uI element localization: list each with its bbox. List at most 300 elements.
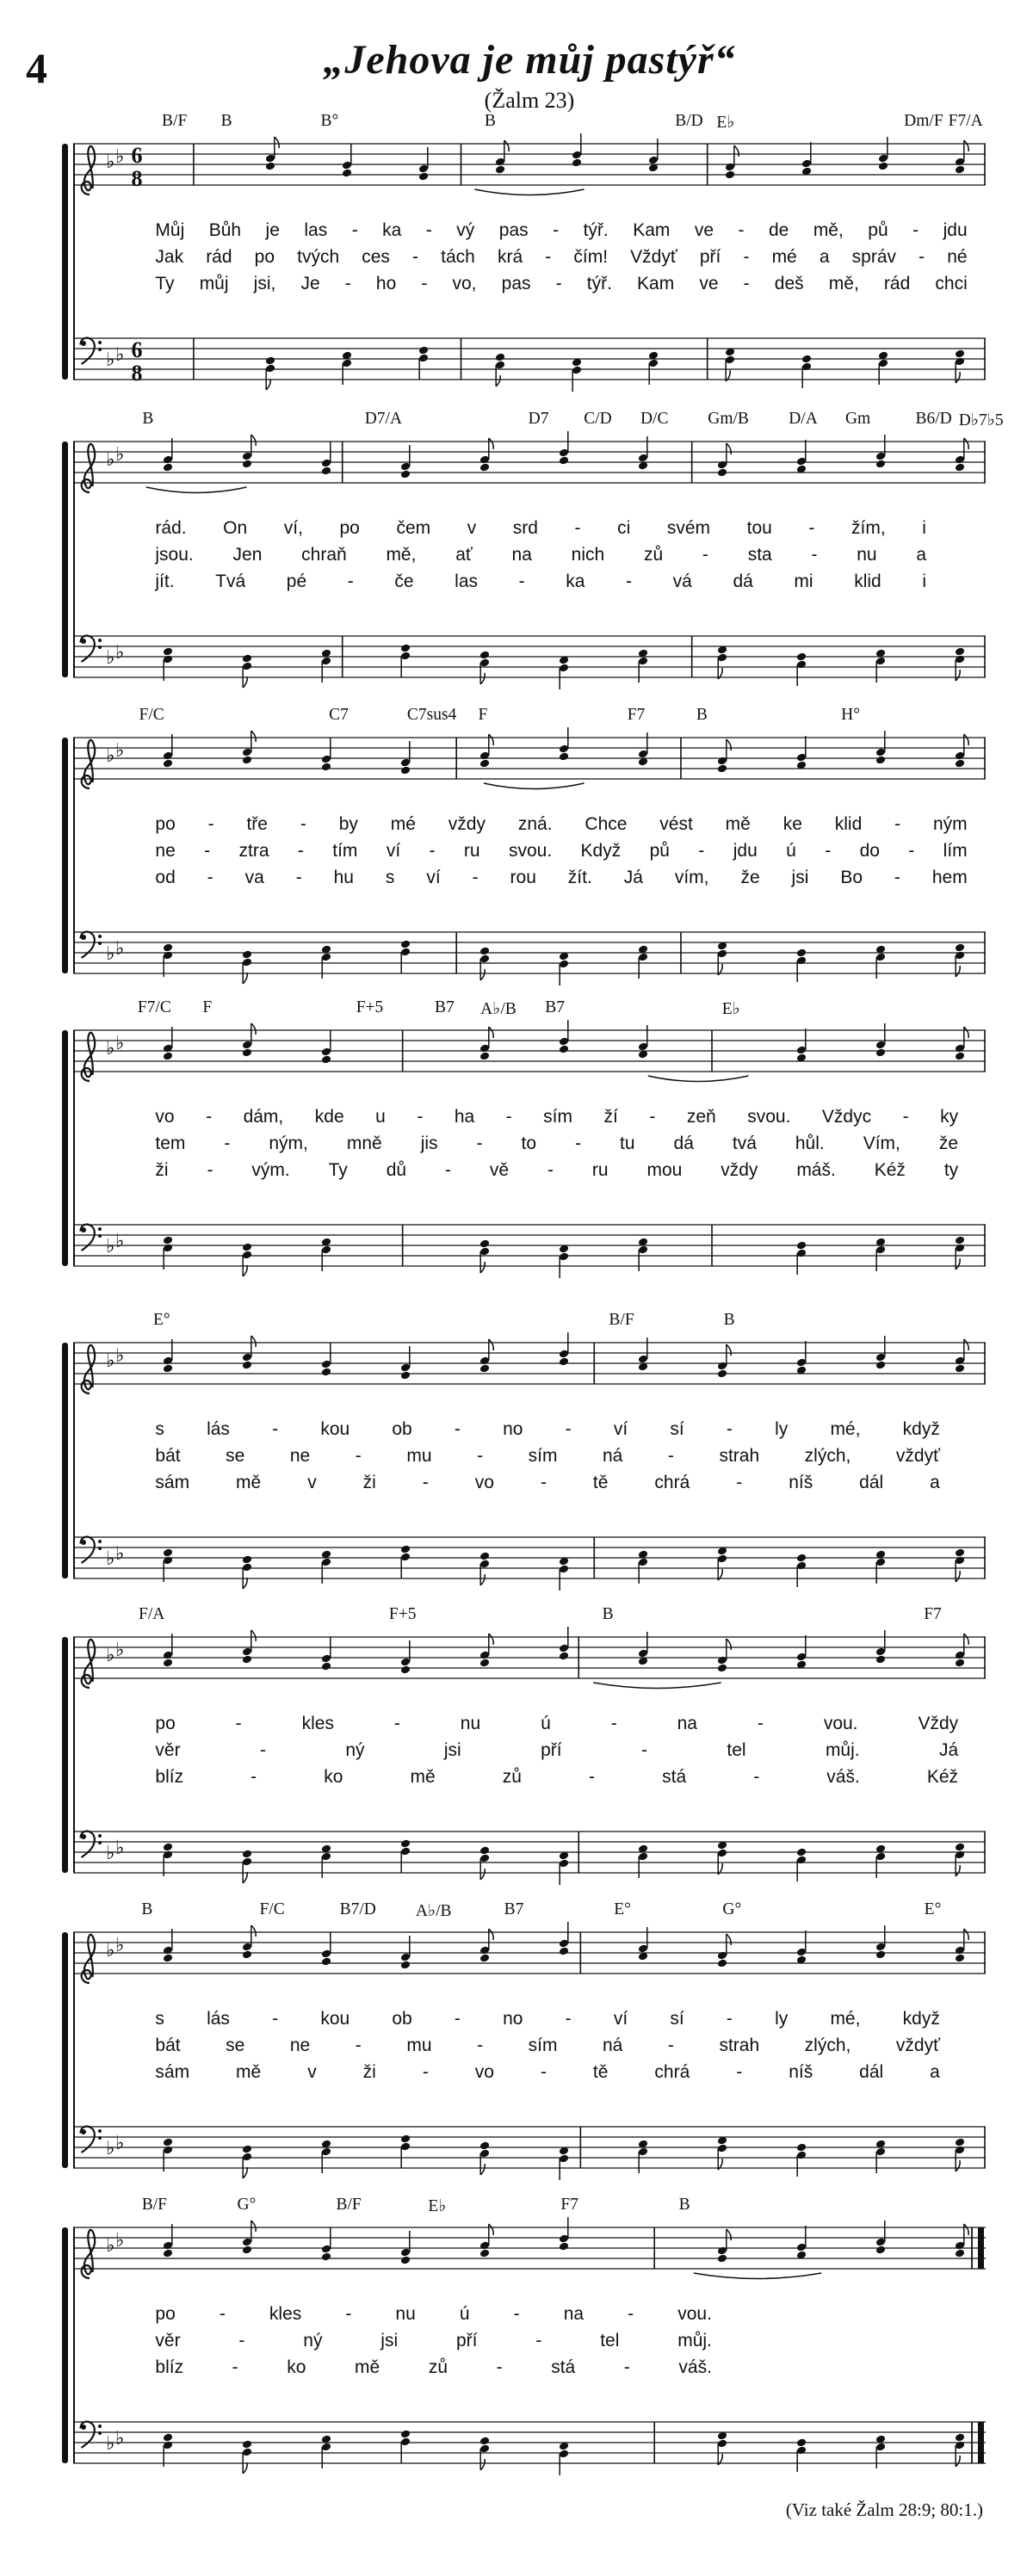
bass-staff bbox=[73, 630, 986, 690]
note-icon bbox=[163, 647, 173, 681]
lyric-syllable: kou bbox=[320, 2009, 350, 2029]
chord-label: B6/D bbox=[915, 410, 952, 428]
lyric-syllable: zlých, bbox=[804, 2035, 851, 2055]
lyric-syllable: ne bbox=[289, 2035, 311, 2055]
chord-row bbox=[73, 1605, 986, 1626]
lyric-syllable: tu bbox=[620, 1134, 635, 1153]
flat-icon: ♭ bbox=[115, 344, 125, 366]
lyric-syllable: kles bbox=[269, 2304, 302, 2324]
lyric-line bbox=[155, 1107, 958, 1134]
lyric-syllable: po bbox=[155, 814, 176, 834]
lyric-line bbox=[155, 1446, 940, 1473]
note-icon bbox=[163, 1236, 173, 1269]
note-icon bbox=[163, 734, 173, 768]
flat-icon: ♭ bbox=[106, 1548, 115, 1570]
treble-staff bbox=[73, 732, 986, 792]
note-icon bbox=[955, 647, 965, 681]
lyric-syllable: blíz bbox=[155, 2357, 184, 2377]
lyric-syllable: vým. bbox=[251, 1160, 290, 1180]
note-icon bbox=[163, 1843, 173, 1876]
lyric-syllable: Vždyť bbox=[630, 247, 677, 267]
tie-arc bbox=[694, 2273, 821, 2279]
syllable-hyphen: - bbox=[726, 2009, 733, 2029]
lyric-syllable: ú bbox=[541, 1714, 551, 1733]
bass-staff bbox=[73, 926, 986, 986]
lyric-syllable: můj. bbox=[825, 1740, 860, 1760]
lyric-syllable: jsi, bbox=[253, 274, 276, 293]
lyric-syllable: nu bbox=[395, 2304, 416, 2324]
note-icon bbox=[559, 1332, 569, 1366]
lyric-line bbox=[155, 1767, 958, 1794]
lyric-syllable: mu bbox=[406, 1446, 432, 1466]
note-icon bbox=[559, 1020, 569, 1053]
lyric-syllable: ví bbox=[613, 2009, 628, 2029]
lyric-syllable: váš. bbox=[826, 1767, 860, 1787]
treble-staff bbox=[73, 1024, 986, 1084]
lyrics-block bbox=[73, 2009, 986, 2091]
lyric-syllable: las bbox=[304, 220, 328, 240]
flat-icon: ♭ bbox=[115, 1640, 125, 1661]
note-icon bbox=[242, 1850, 252, 1883]
lyric-syllable: mě bbox=[725, 814, 751, 834]
syllable-hyphen: - bbox=[345, 2304, 352, 2324]
lyric-syllable: ka bbox=[566, 571, 585, 591]
chord-label: C7 bbox=[329, 706, 349, 724]
lyric-line bbox=[155, 2009, 940, 2035]
chord-label: B bbox=[602, 1605, 614, 1623]
lyric-line bbox=[155, 2357, 712, 2384]
lyric-syllable: vou. bbox=[823, 1714, 858, 1733]
lyric-line bbox=[155, 247, 967, 274]
syllable-hyphen: - bbox=[545, 247, 552, 267]
lyric-syllable: klid bbox=[854, 571, 881, 591]
syllable-hyphen: - bbox=[297, 841, 304, 861]
lyric-syllable: na bbox=[563, 2304, 585, 2324]
lyric-syllable: rád bbox=[206, 247, 232, 267]
chord-label: C/D bbox=[584, 410, 612, 428]
music-system bbox=[73, 2196, 986, 2480]
bass-clef-icon bbox=[81, 1537, 102, 1563]
lyric-syllable: chrá bbox=[654, 2062, 690, 2082]
time-signature-upper: 6 bbox=[131, 337, 143, 362]
note-icon bbox=[400, 2430, 411, 2463]
music-system bbox=[73, 1900, 986, 2184]
note-icon bbox=[955, 1843, 965, 1876]
lyric-syllable: deš bbox=[774, 274, 804, 293]
lyric-syllable: dám, bbox=[243, 1107, 284, 1127]
note-icon bbox=[796, 1341, 807, 1374]
lyric-syllable: ztra bbox=[238, 841, 269, 861]
lyric-syllable: tem bbox=[155, 1134, 186, 1153]
lyric-syllable: můj bbox=[199, 274, 229, 293]
music-system bbox=[73, 706, 986, 990]
flat-icon: ♭ bbox=[115, 642, 125, 664]
flat-icon: ♭ bbox=[115, 2133, 125, 2154]
lyric-syllable: Já bbox=[939, 1740, 959, 1760]
syllable-hyphen: - bbox=[505, 1107, 512, 1127]
flat-icon: ♭ bbox=[106, 1038, 115, 1059]
lyric-line bbox=[155, 571, 926, 598]
syllable-hyphen: - bbox=[574, 518, 581, 538]
lyric-syllable: strah bbox=[719, 2035, 760, 2055]
treble-staff bbox=[73, 1631, 986, 1691]
lyric-syllable: sí bbox=[670, 1419, 684, 1439]
chord-label: B7 bbox=[504, 1900, 524, 1918]
music-system bbox=[73, 1605, 986, 1889]
note-icon bbox=[242, 2145, 252, 2178]
note-icon bbox=[495, 140, 509, 174]
music-system bbox=[73, 410, 1004, 694]
lyric-syllable: ve bbox=[694, 220, 714, 240]
lyric-syllable: ob bbox=[392, 2009, 412, 2029]
note-icon bbox=[717, 646, 727, 679]
syllable-hyphen: - bbox=[649, 1107, 656, 1127]
flat-icon: ♭ bbox=[106, 745, 115, 767]
syllable-hyphen: - bbox=[811, 545, 818, 565]
note-icon bbox=[400, 940, 411, 973]
syllable-hyphen: - bbox=[444, 1160, 451, 1180]
lyric-syllable: chci bbox=[935, 274, 968, 293]
lyric-syllable: vo bbox=[155, 1107, 175, 1127]
note-icon bbox=[559, 2217, 569, 2251]
syllable-hyphen: - bbox=[454, 1419, 461, 1439]
note-icon bbox=[796, 1241, 807, 1275]
lyric-line bbox=[155, 1134, 958, 1160]
lyric-line bbox=[155, 1160, 958, 1187]
note-icon bbox=[321, 1030, 331, 1064]
note-icon bbox=[717, 2136, 727, 2170]
flat-icon: ♭ bbox=[115, 1033, 125, 1054]
note-icon bbox=[479, 1929, 493, 1962]
lyric-syllable: Kam bbox=[633, 220, 671, 240]
lyric-syllable: sta bbox=[747, 545, 772, 565]
lyrics-block bbox=[73, 1419, 986, 1502]
lyric-syllable: tel bbox=[600, 2331, 620, 2351]
note-icon bbox=[955, 2433, 965, 2467]
note-icon bbox=[242, 2440, 252, 2474]
bass-staff bbox=[73, 332, 986, 392]
note-icon bbox=[796, 440, 807, 473]
note-icon bbox=[163, 2138, 173, 2171]
chord-label: B7 bbox=[435, 998, 455, 1016]
lyric-syllable: mou bbox=[646, 1160, 683, 1180]
syllable-hyphen: - bbox=[698, 841, 705, 861]
lyric-syllable: ru bbox=[591, 1160, 609, 1180]
chord-label: B bbox=[220, 112, 232, 130]
lyric-syllable: On bbox=[223, 518, 248, 538]
lyric-syllable: lím bbox=[943, 841, 968, 861]
note-icon bbox=[163, 2224, 173, 2258]
lyric-syllable: ví bbox=[613, 1419, 628, 1439]
lyric-syllable: zlých, bbox=[804, 1446, 851, 1466]
lyric-syllable: vo, bbox=[452, 274, 477, 293]
lyric-syllable: ži bbox=[362, 1473, 376, 1492]
lyric-syllable: ný bbox=[303, 2331, 323, 2351]
lyric-syllable: tách bbox=[441, 247, 475, 267]
lyric-syllable: las bbox=[455, 571, 479, 591]
syllable-hyphen: - bbox=[667, 1446, 674, 1466]
lyric-syllable: hůl. bbox=[795, 1134, 825, 1153]
chord-label: B/F bbox=[141, 2196, 167, 2214]
note-icon bbox=[242, 1555, 252, 1589]
lyric-syllable: máš. bbox=[796, 1160, 836, 1180]
note-icon bbox=[559, 656, 569, 689]
lyric-syllable: Bůh bbox=[208, 220, 242, 240]
lyric-syllable: by bbox=[338, 814, 358, 834]
lyrics-block bbox=[73, 1714, 986, 1796]
tie-arc bbox=[648, 1076, 749, 1082]
lyric-syllable: sím bbox=[543, 1107, 572, 1127]
lyric-line bbox=[155, 1740, 958, 1767]
lyric-line bbox=[155, 1714, 958, 1740]
note-icon bbox=[955, 1548, 965, 1582]
syllable-hyphen: - bbox=[351, 220, 358, 240]
note-icon bbox=[559, 1851, 569, 1885]
syllable-hyphen: - bbox=[232, 2357, 238, 2377]
lyric-syllable: mě bbox=[355, 2357, 380, 2377]
syllable-hyphen: - bbox=[477, 2035, 484, 2055]
lyric-line bbox=[155, 814, 967, 841]
chord-label: C7sus4 bbox=[406, 706, 457, 724]
treble-clef-icon bbox=[82, 1640, 96, 1688]
lyric-syllable: níš bbox=[789, 2062, 813, 2082]
syllable-hyphen: - bbox=[235, 1714, 242, 1733]
chord-label: B bbox=[696, 706, 708, 724]
syllable-hyphen: - bbox=[207, 1160, 213, 1180]
flat-icon: ♭ bbox=[106, 943, 115, 965]
chord-label: D/A bbox=[789, 410, 818, 428]
flat-icon: ♭ bbox=[115, 1345, 125, 1367]
syllable-hyphen: - bbox=[702, 545, 708, 565]
final-barline-thick bbox=[978, 2422, 984, 2463]
syllable-hyphen: - bbox=[623, 2357, 630, 2377]
note-icon bbox=[559, 2442, 569, 2475]
lyric-syllable: hem bbox=[931, 868, 968, 887]
lyric-syllable: vou. bbox=[677, 2304, 712, 2324]
lyric-syllable: mé, bbox=[830, 2009, 861, 2029]
lyric-syllable: mě, bbox=[828, 274, 859, 293]
note-icon bbox=[559, 1245, 569, 1278]
lyrics-block bbox=[73, 814, 986, 897]
lyric-syllable: v bbox=[467, 518, 477, 538]
chord-label: B bbox=[142, 410, 154, 428]
lyric-syllable: rád. bbox=[155, 518, 187, 538]
treble-staff bbox=[73, 436, 986, 496]
lyric-syllable: Když bbox=[580, 841, 622, 861]
note-icon bbox=[717, 1841, 727, 1875]
syllable-hyphen: - bbox=[555, 274, 562, 293]
lyric-line bbox=[155, 2062, 940, 2089]
lyric-syllable: né bbox=[947, 247, 968, 267]
system-bracket bbox=[62, 1932, 68, 2168]
lyric-syllable: kles bbox=[301, 1714, 334, 1733]
lyric-syllable: ko bbox=[324, 1767, 343, 1787]
song-title: „Jehova je můj pastýř“ bbox=[323, 37, 736, 83]
lyric-syllable: mě, bbox=[386, 545, 417, 565]
note-icon bbox=[796, 1930, 807, 1964]
syllable-hyphen: - bbox=[628, 2304, 634, 2324]
lyric-syllable: sím bbox=[528, 1446, 558, 1466]
lyric-syllable: Vždyc bbox=[821, 1107, 872, 1127]
lyric-syllable: Ty bbox=[155, 274, 175, 293]
lyric-syllable: vo bbox=[474, 2062, 494, 2082]
syllable-hyphen: - bbox=[589, 1767, 596, 1787]
bass-clef-icon bbox=[81, 2422, 102, 2448]
syllable-hyphen: - bbox=[753, 1767, 760, 1787]
lyric-syllable: je bbox=[265, 220, 280, 240]
lyric-syllable: zů bbox=[643, 545, 664, 565]
note-icon bbox=[717, 942, 727, 975]
note-icon bbox=[955, 1339, 968, 1373]
lyric-syllable: krá bbox=[497, 247, 523, 267]
chord-row bbox=[73, 998, 986, 1019]
note-icon bbox=[572, 358, 582, 392]
lyric-syllable: mě, bbox=[813, 220, 844, 240]
syllable-hyphen: - bbox=[912, 220, 919, 240]
lyric-line bbox=[155, 274, 967, 300]
lyric-syllable: če bbox=[394, 571, 414, 591]
lyric-syllable: ží bbox=[603, 1107, 618, 1127]
syllable-hyphen: - bbox=[626, 571, 633, 591]
syllable-hyphen: - bbox=[610, 1714, 617, 1733]
lyric-line bbox=[155, 220, 967, 247]
lyric-syllable: ná bbox=[602, 2035, 623, 2055]
lyric-syllable: ú bbox=[786, 841, 796, 861]
syllable-hyphen: - bbox=[575, 1134, 582, 1153]
flat-icon: ♭ bbox=[115, 2428, 125, 2449]
lyric-line bbox=[155, 2331, 712, 2357]
chord-row bbox=[73, 2196, 986, 2216]
syllable-hyphen: - bbox=[206, 1107, 213, 1127]
syllable-hyphen: - bbox=[355, 2035, 362, 2055]
lyric-syllable: ru bbox=[463, 841, 480, 861]
syllable-hyphen: - bbox=[535, 2331, 542, 2351]
lyric-syllable: Vím, bbox=[863, 1134, 900, 1153]
lyric-syllable: nu bbox=[460, 1714, 481, 1733]
lyric-syllable: v bbox=[307, 2062, 317, 2082]
lyric-syllable: a bbox=[819, 247, 830, 267]
lyric-syllable: svém bbox=[666, 518, 711, 538]
lyric-syllable: mé bbox=[771, 247, 797, 267]
lyric-syllable: u bbox=[375, 1107, 386, 1127]
tie-arc bbox=[593, 1683, 721, 1689]
lyric-syllable: čem bbox=[396, 518, 431, 538]
lyric-syllable: sím bbox=[528, 2035, 558, 2055]
lyric-syllable: rou bbox=[510, 868, 536, 887]
flat-icon: ♭ bbox=[106, 1236, 115, 1257]
lyric-syllable: jsou. bbox=[155, 545, 194, 565]
lyric-syllable: mi bbox=[794, 571, 813, 591]
lyric-syllable: jdu bbox=[943, 220, 968, 240]
flat-icon: ♭ bbox=[115, 1935, 125, 1956]
lyric-syllable: hu bbox=[333, 868, 354, 887]
lyric-syllable: ke bbox=[782, 814, 802, 834]
syllable-hyphen: - bbox=[736, 2062, 743, 2082]
syllable-hyphen: - bbox=[207, 814, 214, 834]
syllable-hyphen: - bbox=[355, 1446, 362, 1466]
note-icon bbox=[321, 738, 331, 771]
syllable-hyphen: - bbox=[894, 868, 900, 887]
bass-clef-icon bbox=[81, 338, 102, 364]
lyric-syllable: ty bbox=[943, 1160, 959, 1180]
lyric-syllable: ví bbox=[426, 868, 441, 887]
note-icon bbox=[559, 431, 569, 465]
lyric-syllable: ži bbox=[362, 2062, 376, 2082]
flat-icon: ♭ bbox=[115, 444, 125, 466]
lyric-syllable: po bbox=[339, 518, 360, 538]
lyric-syllable: Můj bbox=[155, 220, 185, 240]
lyric-syllable: s bbox=[155, 2009, 164, 2029]
lyric-syllable: a bbox=[916, 545, 927, 565]
note-icon bbox=[717, 2431, 727, 2465]
chord-label: F7 bbox=[627, 706, 646, 724]
lyric-syllable: sám bbox=[155, 1473, 190, 1492]
syllable-hyphen: - bbox=[251, 1767, 257, 1787]
flat-icon: ♭ bbox=[106, 1940, 115, 1961]
lyric-syllable: mé bbox=[390, 814, 416, 834]
bass-clef-icon bbox=[81, 636, 102, 662]
syllable-hyphen: - bbox=[421, 274, 428, 293]
lyric-syllable: tou bbox=[746, 518, 772, 538]
syllable-hyphen: - bbox=[540, 2062, 547, 2082]
lyric-line bbox=[155, 868, 967, 894]
note-icon bbox=[796, 948, 807, 982]
lyric-syllable: zů bbox=[502, 1767, 522, 1787]
lyric-syllable: tvých bbox=[297, 247, 340, 267]
lyric-syllable: vě bbox=[489, 1160, 510, 1180]
flat-icon: ♭ bbox=[106, 1645, 115, 1666]
lyric-syllable: dá bbox=[733, 571, 753, 591]
note-icon bbox=[955, 943, 965, 977]
syllable-hyphen: - bbox=[477, 1446, 484, 1466]
chord-label: B7 bbox=[545, 998, 566, 1016]
lyric-syllable: tře bbox=[246, 814, 268, 834]
chord-label: Gm/B bbox=[708, 410, 749, 428]
lyric-syllable: ži bbox=[155, 1160, 169, 1180]
music-system bbox=[73, 112, 986, 396]
note-icon bbox=[321, 1637, 331, 1671]
note-icon bbox=[801, 142, 812, 176]
note-icon bbox=[479, 734, 493, 768]
lyric-syllable: pů bbox=[868, 220, 888, 240]
note-icon bbox=[796, 1635, 807, 1669]
lyric-syllable: dál bbox=[859, 1473, 884, 1492]
lyric-syllable: nich bbox=[571, 545, 605, 565]
flat-icon: ♭ bbox=[106, 449, 115, 471]
lyric-syllable: stá bbox=[662, 1767, 687, 1787]
lyric-syllable: na bbox=[511, 545, 532, 565]
flat-icon: ♭ bbox=[106, 2235, 115, 2257]
treble-staff bbox=[73, 2221, 986, 2282]
chord-label: Dm/F bbox=[904, 112, 943, 130]
lyric-syllable: ces bbox=[362, 247, 390, 267]
lyric-syllable: vést bbox=[659, 814, 693, 834]
syllable-hyphen: - bbox=[422, 1473, 429, 1492]
note-icon bbox=[400, 1545, 411, 1578]
lyric-syllable: věr bbox=[155, 2331, 181, 2351]
lyric-syllable: tě bbox=[592, 1473, 609, 1492]
syllable-hyphen: - bbox=[393, 1714, 400, 1733]
lyric-syllable: kde bbox=[314, 1107, 344, 1127]
treble-staff bbox=[73, 1926, 986, 1986]
syllable-hyphen: - bbox=[919, 247, 925, 267]
syllable-hyphen: - bbox=[757, 1714, 764, 1733]
note-icon bbox=[163, 1548, 173, 1582]
time-signature-upper: 6 bbox=[131, 143, 143, 168]
lyric-syllable: týř. bbox=[586, 274, 612, 293]
lyric-syllable: jsi bbox=[380, 2331, 399, 2351]
lyric-syllable: týř. bbox=[583, 220, 609, 240]
